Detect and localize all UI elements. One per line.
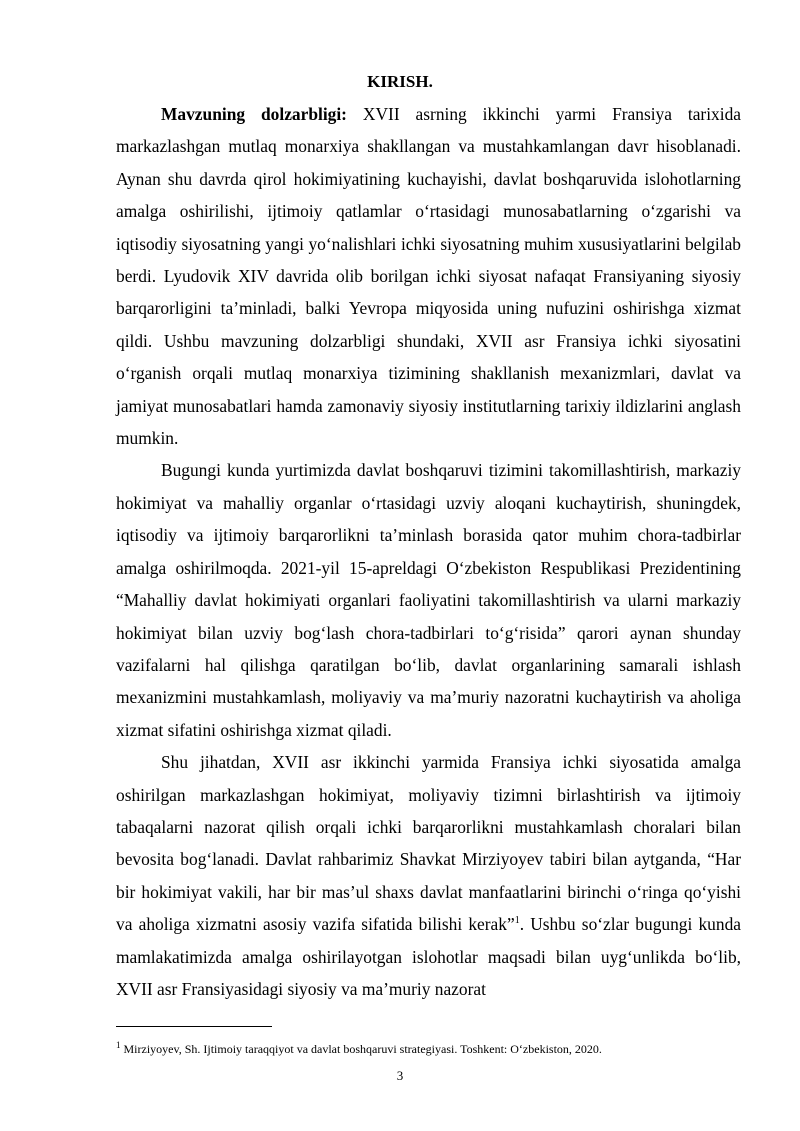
footnote-reference[interactable]: 1 [514, 915, 520, 927]
footnote [116, 1038, 756, 1056]
page-number: 3 [396, 1068, 404, 1083]
body-text [116, 98, 741, 1005]
paragraph-quote-text-b: . Ushbu so‘zlar bugungi kunda mamlakatimizda amalga oshirilayotgan islohotlar maqsadi bilan uyg‘unlikda bo‘lib, XVII asr Fransiyasidagi siyosiy va ma’muriy nazorat [116, 914, 741, 999]
footnote-number: 1 [116, 1040, 121, 1050]
paragraph-relevance-text: XVII asrning ikkinchi yarmi Fransiya tarixida markazlashgan mutlaq monarxiya shakllangan va mustahkamlangan davr hisoblanadi. Aynan shu davrda qirol hokimiyatining kuchayishi, davlat boshqaruvida islohotlarning amalga oshirilishi, ijtimoiy qatlamlar o‘rtasidagi munosabatlarning o‘zgarishi va iqtisodiy siyosatning yangi yo‘nalishlari ichki siyosatning muhim xususiyatlarini belgilab berdi. Lyudovik XIV davrida olib borilgan ichki siyosat nafaqat Fransiyaning siyosiy barqarorligini ta’minladi, balki Yevropa miqyosida uning nufuzini oshirishga xizmat qildi. Ushbu mavzuning dolzarbligi shundaki, XVII asr Fransiya ichki siyosatini o‘rganish orqali mutlaq monarxiya tizimining shakllanish mexanizmlari, davlat va jamiyat munosabatlari hamda zamonaviy siyosiy institutlarning tarixiy ildizlarini anglash mumkin. [116, 104, 741, 449]
paragraph-modern-context: Bugungi kunda yurtimizda davlat boshqaruvi tizimini takomillashtirish, markaziy hokimiyat va mahalliy organlar o‘rtasidagi uzviy aloqani kuchaytirish, shuningdek, iqtisodiy va ijtimoiy barqarorlikni ta’minlash borasida qator muhim chora-tadbirlar amalga oshirilmoqda. 2021-yil 15-apreldagi O‘zbekiston Respublikasi Prezidentining “Mahalliy davlat hokimiyati organlari faoliyatini takomillashtirish va ularni markaziy hokimiyat bilan uzviy bog‘lash chora-tadbirlari to‘g‘risida” qarori aynan shunday vazifalarni hal qilishga qaratilgan bo‘lib, davlat organlarining samarali ishlash mexanizmini mustahkamlash, moliyaviy va ma’muriy nazoratni kuchaytirish va aholiga xizmat sifatini oshirishga xizmat qiladi. [116, 460, 741, 740]
footnote-text: Mirziyoyev, Sh. Ijtimoiy taraqqiyot va davlat boshqaruvi strategiyasi. Toshkent: O‘zbekiston, 2020. [120, 1042, 602, 1056]
footnote-divider [116, 1026, 272, 1027]
page-title: KIRISH. [367, 72, 433, 91]
paragraph-lead-heading: Mavzuning dolzarbligi: [161, 104, 347, 124]
paragraph-quote-text-a: Shu jihatdan, XVII asr ikkinchi yarmida Fransiya ichki siyosatida amalga oshirilgan markazlashgan hokimiyat, moliyaviy tizimni birlashtirish va ijtimoiy tabaqalarni nazorat qilish orqali ichki barqarorlikni mustahkamlash choralari bilan bevosita bog‘lanadi. Davlat rahbarimiz Shavkat Mirziyoyev tabiri bilan aytganda, “Har bir hokimiyat vakili, har bir mas’ul shaxs davlat manfaatlarini birinchi o‘ringa qo‘yishi va aholiga xizmatni asosiy vazifa sifatida bilishi kerak” [116, 752, 741, 935]
paragraph-quote [116, 746, 741, 1005]
paragraph-relevance [116, 98, 741, 454]
